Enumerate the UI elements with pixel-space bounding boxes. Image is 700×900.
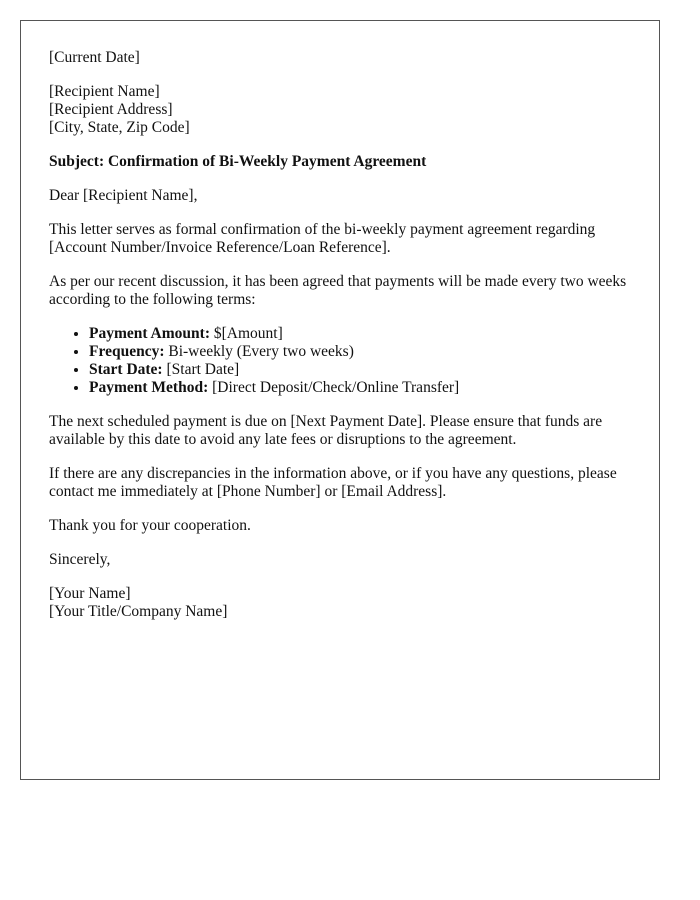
recipient-city-line: [City, State, Zip Code] bbox=[49, 119, 190, 136]
signature-name: [Your Name] bbox=[49, 585, 131, 602]
letter-page bbox=[20, 20, 660, 780]
body-paragraph-3: The next scheduled payment is due on [Next Payment Date]. Please ensure that funds are available by this date to avoid any late fees or disruptions to the agreement. bbox=[49, 413, 603, 448]
body-paragraph-2: As per our recent discussion, it has been agreed that payments will be made every two weeks according to the following terms: bbox=[49, 273, 627, 308]
term-value-start-date: [Start Date] bbox=[162, 361, 240, 378]
body-paragraph-1: This letter serves as formal confirmation of the bi-weekly payment agreement regarding [Account Number/Invoice Reference/Loan Reference]. bbox=[49, 221, 596, 256]
payment-term-item bbox=[89, 361, 631, 379]
payment-term-item bbox=[89, 379, 631, 397]
recipient-address-block bbox=[49, 83, 631, 137]
term-label-start-date: Start Date: bbox=[89, 361, 163, 378]
body-paragraph-5: Thank you for your cooperation. bbox=[49, 517, 251, 534]
signature-title: [Your Title/Company Name] bbox=[49, 603, 228, 620]
term-label-payment-method: Payment Method: bbox=[89, 379, 209, 396]
letter-date-block bbox=[49, 49, 631, 67]
term-label-payment-amount: Payment Amount: bbox=[89, 325, 210, 342]
recipient-name: [Recipient Name] bbox=[49, 83, 160, 100]
payment-term-item bbox=[89, 325, 631, 343]
closing: Sincerely, bbox=[49, 551, 111, 568]
term-label-frequency: Frequency: bbox=[89, 343, 165, 360]
recipient-address: [Recipient Address] bbox=[49, 101, 173, 118]
letter-subject: Subject: Confirmation of Bi-Weekly Payment Agreement bbox=[49, 153, 427, 170]
salutation: Dear [Recipient Name], bbox=[49, 187, 198, 204]
payment-terms-list bbox=[49, 325, 631, 397]
term-value-payment-amount: $[Amount] bbox=[209, 325, 283, 342]
letter-date: [Current Date] bbox=[49, 49, 140, 66]
signature-block bbox=[49, 585, 631, 621]
body-paragraph-4: If there are any discrepancies in the information above, or if you have any questions, please contact me immediately at [Phone Number] or [Email Address]. bbox=[49, 465, 617, 500]
payment-term-item bbox=[89, 343, 631, 361]
term-value-frequency: Bi-weekly (Every two weeks) bbox=[164, 343, 354, 360]
term-value-payment-method: [Direct Deposit/Check/Online Transfer] bbox=[208, 379, 460, 396]
